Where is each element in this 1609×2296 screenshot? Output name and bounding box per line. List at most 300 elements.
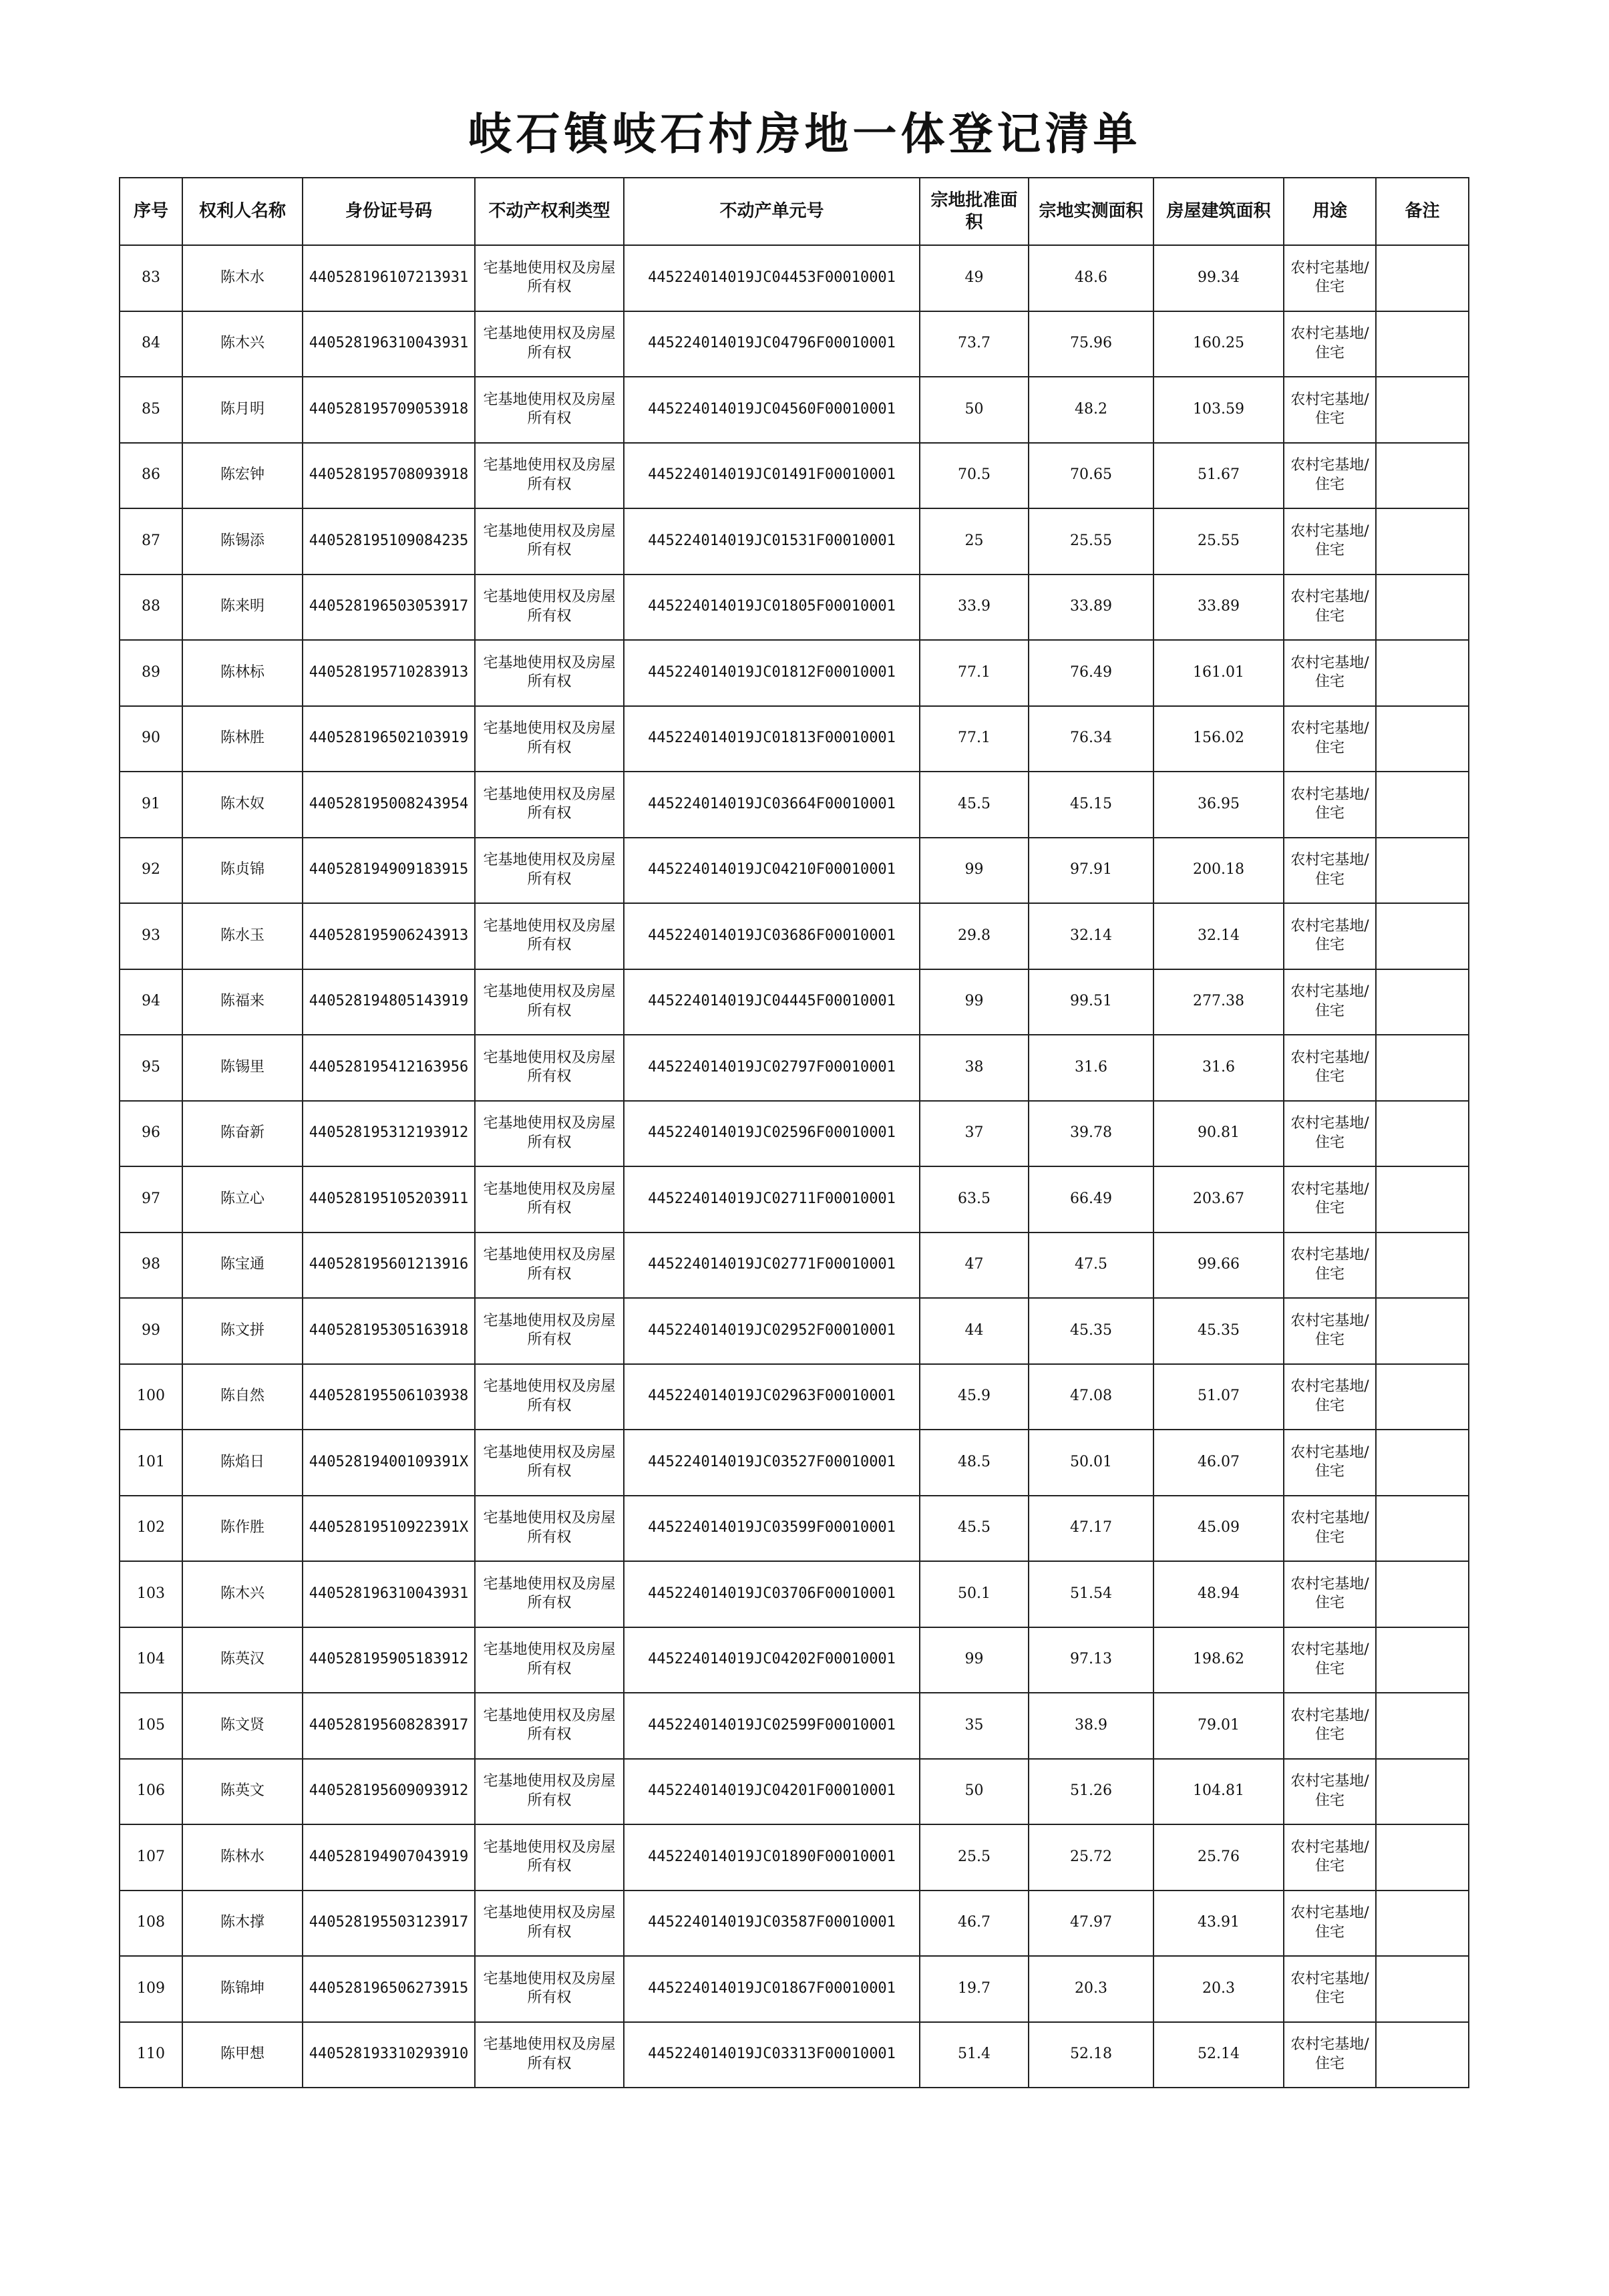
cell-use: 农村宅基地/住宅	[1284, 1956, 1376, 2022]
cell-name: 陈林水	[182, 1824, 303, 1891]
cell-right-type: 宅基地使用权及房屋所有权	[475, 1956, 624, 2022]
cell-use: 农村宅基地/住宅	[1284, 245, 1376, 311]
cell-use: 农村宅基地/住宅	[1284, 640, 1376, 706]
cell-unit-number: 445224014019JC02952F00010001	[624, 1298, 920, 1364]
cell-measured-area: 50.01	[1029, 1430, 1153, 1496]
cell-approved-area: 50	[920, 377, 1029, 443]
registration-table	[119, 177, 1469, 2088]
cell-building-area: 79.01	[1153, 1693, 1284, 1759]
cell-id-number: 44052819400109391X	[303, 1430, 475, 1496]
cell-unit-number: 445224014019JC04202F00010001	[624, 1627, 920, 1693]
cell-building-area: 203.67	[1153, 1166, 1284, 1233]
cell-measured-area: 33.89	[1029, 575, 1153, 641]
table-row	[120, 575, 1469, 641]
cell-remark	[1376, 1956, 1469, 2022]
cell-remark	[1376, 1101, 1469, 1167]
cell-approved-area: 45.5	[920, 1496, 1029, 1562]
cell-measured-area: 52.18	[1029, 2022, 1153, 2088]
cell-name: 陈木水	[182, 245, 303, 311]
cell-right-type: 宅基地使用权及房屋所有权	[475, 969, 624, 1035]
table-row	[120, 640, 1469, 706]
cell-use: 农村宅基地/住宅	[1284, 903, 1376, 969]
cell-building-area: 99.66	[1153, 1233, 1284, 1299]
cell-id-number: 440528195709053918	[303, 377, 475, 443]
cell-no: 105	[120, 1693, 182, 1759]
cell-no: 84	[120, 311, 182, 377]
cell-remark	[1376, 508, 1469, 575]
cell-measured-area: 76.49	[1029, 640, 1153, 706]
table-row	[120, 1496, 1469, 1562]
cell-name: 陈英汉	[182, 1627, 303, 1693]
cell-unit-number: 445224014019JC01867F00010001	[624, 1956, 920, 2022]
cell-remark	[1376, 772, 1469, 838]
cell-name: 陈贞锦	[182, 838, 303, 904]
cell-right-type: 宅基地使用权及房屋所有权	[475, 1891, 624, 1957]
cell-building-area: 43.91	[1153, 1891, 1284, 1957]
cell-approved-area: 45.5	[920, 772, 1029, 838]
cell-remark	[1376, 706, 1469, 772]
cell-remark	[1376, 640, 1469, 706]
cell-id-number: 440528194909183915	[303, 838, 475, 904]
cell-approved-area: 99	[920, 969, 1029, 1035]
cell-right-type: 宅基地使用权及房屋所有权	[475, 1693, 624, 1759]
cell-measured-area: 32.14	[1029, 903, 1153, 969]
cell-use: 农村宅基地/住宅	[1284, 772, 1376, 838]
cell-no: 88	[120, 575, 182, 641]
cell-no: 110	[120, 2022, 182, 2088]
cell-approved-area: 73.7	[920, 311, 1029, 377]
cell-remark	[1376, 1233, 1469, 1299]
cell-unit-number: 445224014019JC02599F00010001	[624, 1693, 920, 1759]
cell-approved-area: 33.9	[920, 575, 1029, 641]
cell-right-type: 宅基地使用权及房屋所有权	[475, 1759, 624, 1825]
cell-building-area: 161.01	[1153, 640, 1284, 706]
cell-measured-area: 31.6	[1029, 1035, 1153, 1101]
cell-right-type: 宅基地使用权及房屋所有权	[475, 311, 624, 377]
cell-use: 农村宅基地/住宅	[1284, 1364, 1376, 1430]
cell-no: 92	[120, 838, 182, 904]
cell-id-number: 440528193310293910	[303, 2022, 475, 2088]
cell-name: 陈宏钟	[182, 443, 303, 509]
cell-id-number: 440528195412163956	[303, 1035, 475, 1101]
cell-use: 农村宅基地/住宅	[1284, 1496, 1376, 1562]
cell-name: 陈奋新	[182, 1101, 303, 1167]
cell-measured-area: 25.55	[1029, 508, 1153, 575]
cell-building-area: 36.95	[1153, 772, 1284, 838]
cell-building-area: 160.25	[1153, 311, 1284, 377]
page-title: 岐石镇岐石村房地一体登记清单	[468, 108, 1141, 160]
table-row	[120, 1166, 1469, 1233]
cell-no: 97	[120, 1166, 182, 1233]
cell-remark	[1376, 1166, 1469, 1233]
cell-name: 陈锦坤	[182, 1956, 303, 2022]
cell-right-type: 宅基地使用权及房屋所有权	[475, 772, 624, 838]
cell-approved-area: 37	[920, 1101, 1029, 1167]
table-row	[120, 838, 1469, 904]
cell-remark	[1376, 1364, 1469, 1430]
header-use: 用途	[1284, 178, 1376, 245]
cell-measured-area: 70.65	[1029, 443, 1153, 509]
cell-no: 91	[120, 772, 182, 838]
cell-measured-area: 25.72	[1029, 1824, 1153, 1891]
cell-unit-number: 445224014019JC04210F00010001	[624, 838, 920, 904]
cell-use: 农村宅基地/住宅	[1284, 1430, 1376, 1496]
cell-unit-number: 445224014019JC03587F00010001	[624, 1891, 920, 1957]
cell-name: 陈锡里	[182, 1035, 303, 1101]
cell-name: 陈英文	[182, 1759, 303, 1825]
cell-measured-area: 51.26	[1029, 1759, 1153, 1825]
cell-unit-number: 445224014019JC02711F00010001	[624, 1166, 920, 1233]
cell-unit-number: 445224014019JC01805F00010001	[624, 575, 920, 641]
cell-unit-number: 445224014019JC03313F00010001	[624, 2022, 920, 2088]
cell-measured-area: 97.13	[1029, 1627, 1153, 1693]
cell-approved-area: 99	[920, 1627, 1029, 1693]
cell-id-number: 440528195601213916	[303, 1233, 475, 1299]
cell-no: 102	[120, 1496, 182, 1562]
cell-right-type: 宅基地使用权及房屋所有权	[475, 1166, 624, 1233]
cell-use: 农村宅基地/住宅	[1284, 377, 1376, 443]
cell-building-area: 32.14	[1153, 903, 1284, 969]
cell-remark	[1376, 838, 1469, 904]
cell-unit-number: 445224014019JC03706F00010001	[624, 1561, 920, 1627]
cell-no: 89	[120, 640, 182, 706]
table-header-row	[120, 178, 1469, 245]
cell-remark	[1376, 1561, 1469, 1627]
cell-name: 陈木奴	[182, 772, 303, 838]
cell-measured-area: 97.91	[1029, 838, 1153, 904]
cell-use: 农村宅基地/住宅	[1284, 1035, 1376, 1101]
header-no: 序号	[120, 178, 182, 245]
cell-remark	[1376, 903, 1469, 969]
cell-approved-area: 35	[920, 1693, 1029, 1759]
cell-measured-area: 20.3	[1029, 1956, 1153, 2022]
cell-name: 陈福来	[182, 969, 303, 1035]
cell-measured-area: 45.15	[1029, 772, 1153, 838]
cell-unit-number: 445224014019JC03686F00010001	[624, 903, 920, 969]
cell-right-type: 宅基地使用权及房屋所有权	[475, 508, 624, 575]
cell-right-type: 宅基地使用权及房屋所有权	[475, 2022, 624, 2088]
cell-use: 农村宅基地/住宅	[1284, 575, 1376, 641]
cell-use: 农村宅基地/住宅	[1284, 1233, 1376, 1299]
cell-approved-area: 45.9	[920, 1364, 1029, 1430]
cell-measured-area: 76.34	[1029, 706, 1153, 772]
cell-name: 陈木兴	[182, 1561, 303, 1627]
cell-unit-number: 445224014019JC02771F00010001	[624, 1233, 920, 1299]
cell-building-area: 48.94	[1153, 1561, 1284, 1627]
cell-no: 107	[120, 1824, 182, 1891]
cell-approved-area: 44	[920, 1298, 1029, 1364]
table-row	[120, 1561, 1469, 1627]
cell-use: 农村宅基地/住宅	[1284, 838, 1376, 904]
cell-use: 农村宅基地/住宅	[1284, 1166, 1376, 1233]
cell-remark	[1376, 1824, 1469, 1891]
table-row	[120, 772, 1469, 838]
cell-remark	[1376, 377, 1469, 443]
cell-right-type: 宅基地使用权及房屋所有权	[475, 640, 624, 706]
cell-no: 83	[120, 245, 182, 311]
cell-approved-area: 50	[920, 1759, 1029, 1825]
cell-id-number: 44052819510922391X	[303, 1496, 475, 1562]
cell-approved-area: 25.5	[920, 1824, 1029, 1891]
cell-use: 农村宅基地/住宅	[1284, 2022, 1376, 2088]
cell-remark	[1376, 1759, 1469, 1825]
cell-name: 陈作胜	[182, 1496, 303, 1562]
cell-building-area: 31.6	[1153, 1035, 1284, 1101]
cell-remark	[1376, 969, 1469, 1035]
cell-name: 陈月明	[182, 377, 303, 443]
cell-right-type: 宅基地使用权及房屋所有权	[475, 443, 624, 509]
cell-building-area: 51.67	[1153, 443, 1284, 509]
cell-approved-area: 29.8	[920, 903, 1029, 969]
cell-right-type: 宅基地使用权及房屋所有权	[475, 1561, 624, 1627]
cell-approved-area: 77.1	[920, 706, 1029, 772]
cell-id-number: 440528195506103938	[303, 1364, 475, 1430]
cell-measured-area: 99.51	[1029, 969, 1153, 1035]
cell-unit-number: 445224014019JC01813F00010001	[624, 706, 920, 772]
table-row	[120, 1891, 1469, 1957]
cell-unit-number: 445224014019JC03664F00010001	[624, 772, 920, 838]
table-row	[120, 377, 1469, 443]
cell-id-number: 440528195608283917	[303, 1693, 475, 1759]
cell-approved-area: 99	[920, 838, 1029, 904]
table-row	[120, 443, 1469, 509]
cell-building-area: 198.62	[1153, 1627, 1284, 1693]
cell-measured-area: 48.6	[1029, 245, 1153, 311]
cell-id-number: 440528196107213931	[303, 245, 475, 311]
cell-use: 农村宅基地/住宅	[1284, 1298, 1376, 1364]
cell-measured-area: 38.9	[1029, 1693, 1153, 1759]
cell-name: 陈来明	[182, 575, 303, 641]
cell-no: 94	[120, 969, 182, 1035]
table-row	[120, 1824, 1469, 1891]
cell-right-type: 宅基地使用权及房屋所有权	[475, 1364, 624, 1430]
cell-remark	[1376, 1035, 1469, 1101]
cell-remark	[1376, 1891, 1469, 1957]
cell-no: 98	[120, 1233, 182, 1299]
cell-name: 陈林胜	[182, 706, 303, 772]
header-unit-no: 不动产单元号	[624, 178, 920, 245]
cell-use: 农村宅基地/住宅	[1284, 1759, 1376, 1825]
header-building-area: 房屋建筑面积	[1153, 178, 1284, 245]
cell-use: 农村宅基地/住宅	[1284, 508, 1376, 575]
header-measured-area: 宗地实测面积	[1029, 178, 1153, 245]
cell-no: 106	[120, 1759, 182, 1825]
cell-id-number: 440528195312193912	[303, 1101, 475, 1167]
table-row	[120, 1627, 1469, 1693]
cell-name: 陈甲想	[182, 2022, 303, 2088]
header-approved-area: 宗地批准面积	[920, 178, 1029, 245]
cell-measured-area: 75.96	[1029, 311, 1153, 377]
cell-right-type: 宅基地使用权及房屋所有权	[475, 1101, 624, 1167]
cell-no: 109	[120, 1956, 182, 2022]
cell-measured-area: 47.5	[1029, 1233, 1153, 1299]
cell-remark	[1376, 443, 1469, 509]
cell-right-type: 宅基地使用权及房屋所有权	[475, 838, 624, 904]
cell-measured-area: 51.54	[1029, 1561, 1153, 1627]
table-row	[120, 1430, 1469, 1496]
cell-building-area: 99.34	[1153, 245, 1284, 311]
cell-name: 陈文贤	[182, 1693, 303, 1759]
cell-right-type: 宅基地使用权及房屋所有权	[475, 1233, 624, 1299]
cell-measured-area: 47.17	[1029, 1496, 1153, 1562]
cell-no: 90	[120, 706, 182, 772]
table-row	[120, 903, 1469, 969]
cell-building-area: 200.18	[1153, 838, 1284, 904]
cell-id-number: 440528196506273915	[303, 1956, 475, 2022]
cell-no: 85	[120, 377, 182, 443]
cell-no: 100	[120, 1364, 182, 1430]
cell-remark	[1376, 1693, 1469, 1759]
cell-no: 87	[120, 508, 182, 575]
cell-unit-number: 445224014019JC01812F00010001	[624, 640, 920, 706]
cell-building-area: 45.09	[1153, 1496, 1284, 1562]
cell-building-area: 104.81	[1153, 1759, 1284, 1825]
cell-use: 农村宅基地/住宅	[1284, 1693, 1376, 1759]
table-row	[120, 2022, 1469, 2088]
cell-approved-area: 49	[920, 245, 1029, 311]
cell-unit-number: 445224014019JC02596F00010001	[624, 1101, 920, 1167]
cell-id-number: 440528196310043931	[303, 1561, 475, 1627]
cell-id-number: 440528195008243954	[303, 772, 475, 838]
cell-no: 101	[120, 1430, 182, 1496]
cell-building-area: 103.59	[1153, 377, 1284, 443]
cell-building-area: 25.76	[1153, 1824, 1284, 1891]
cell-id-number: 440528195305163918	[303, 1298, 475, 1364]
cell-approved-area: 70.5	[920, 443, 1029, 509]
cell-remark	[1376, 575, 1469, 641]
cell-name: 陈焰日	[182, 1430, 303, 1496]
cell-approved-area: 19.7	[920, 1956, 1029, 2022]
cell-unit-number: 445224014019JC04796F00010001	[624, 311, 920, 377]
cell-name: 陈木撑	[182, 1891, 303, 1957]
cell-building-area: 20.3	[1153, 1956, 1284, 2022]
cell-id-number: 440528194805143919	[303, 969, 475, 1035]
cell-name: 陈水玉	[182, 903, 303, 969]
cell-id-number: 440528195708093918	[303, 443, 475, 509]
cell-id-number: 440528196503053917	[303, 575, 475, 641]
cell-remark	[1376, 1430, 1469, 1496]
cell-right-type: 宅基地使用权及房屋所有权	[475, 1298, 624, 1364]
cell-use: 农村宅基地/住宅	[1284, 706, 1376, 772]
cell-building-area: 156.02	[1153, 706, 1284, 772]
cell-name: 陈林标	[182, 640, 303, 706]
cell-unit-number: 445224014019JC02797F00010001	[624, 1035, 920, 1101]
cell-approved-area: 50.1	[920, 1561, 1029, 1627]
cell-id-number: 440528195503123917	[303, 1891, 475, 1957]
cell-name: 陈宝通	[182, 1233, 303, 1299]
cell-name: 陈木兴	[182, 311, 303, 377]
cell-id-number: 440528195109084235	[303, 508, 475, 575]
table-row	[120, 1101, 1469, 1167]
cell-no: 99	[120, 1298, 182, 1364]
cell-approved-area: 48.5	[920, 1430, 1029, 1496]
header-name: 权利人名称	[182, 178, 303, 245]
cell-approved-area: 38	[920, 1035, 1029, 1101]
cell-use: 农村宅基地/住宅	[1284, 1561, 1376, 1627]
cell-unit-number: 445224014019JC01890F00010001	[624, 1824, 920, 1891]
cell-unit-number: 445224014019JC01531F00010001	[624, 508, 920, 575]
cell-measured-area: 39.78	[1029, 1101, 1153, 1167]
table-row	[120, 1956, 1469, 2022]
cell-remark	[1376, 2022, 1469, 2088]
cell-remark	[1376, 245, 1469, 311]
cell-remark	[1376, 1298, 1469, 1364]
table-row	[120, 1364, 1469, 1430]
cell-remark	[1376, 1496, 1469, 1562]
cell-building-area: 90.81	[1153, 1101, 1284, 1167]
table-row	[120, 1759, 1469, 1825]
cell-no: 95	[120, 1035, 182, 1101]
cell-measured-area: 66.49	[1029, 1166, 1153, 1233]
table-row	[120, 1035, 1469, 1101]
cell-approved-area: 25	[920, 508, 1029, 575]
table-row	[120, 508, 1469, 575]
cell-name: 陈锡添	[182, 508, 303, 575]
cell-unit-number: 445224014019JC04445F00010001	[624, 969, 920, 1035]
cell-approved-area: 47	[920, 1233, 1029, 1299]
cell-id-number: 440528195609093912	[303, 1759, 475, 1825]
cell-approved-area: 46.7	[920, 1891, 1029, 1957]
cell-right-type: 宅基地使用权及房屋所有权	[475, 245, 624, 311]
cell-unit-number: 445224014019JC04453F00010001	[624, 245, 920, 311]
cell-measured-area: 47.08	[1029, 1364, 1153, 1430]
cell-right-type: 宅基地使用权及房屋所有权	[475, 1035, 624, 1101]
cell-id-number: 440528196310043931	[303, 311, 475, 377]
cell-id-number: 440528195906243913	[303, 903, 475, 969]
cell-remark	[1376, 1627, 1469, 1693]
cell-id-number: 440528195105203911	[303, 1166, 475, 1233]
cell-approved-area: 77.1	[920, 640, 1029, 706]
cell-right-type: 宅基地使用权及房屋所有权	[475, 1824, 624, 1891]
cell-name: 陈立心	[182, 1166, 303, 1233]
cell-use: 农村宅基地/住宅	[1284, 311, 1376, 377]
cell-no: 93	[120, 903, 182, 969]
cell-remark	[1376, 311, 1469, 377]
cell-unit-number: 445224014019JC01491F00010001	[624, 443, 920, 509]
cell-name: 陈自然	[182, 1364, 303, 1430]
cell-use: 农村宅基地/住宅	[1284, 1101, 1376, 1167]
cell-unit-number: 445224014019JC04201F00010001	[624, 1759, 920, 1825]
cell-building-area: 46.07	[1153, 1430, 1284, 1496]
cell-id-number: 440528195710283913	[303, 640, 475, 706]
table-row	[120, 311, 1469, 377]
header-remark: 备注	[1376, 178, 1469, 245]
cell-id-number: 440528194907043919	[303, 1824, 475, 1891]
cell-right-type: 宅基地使用权及房屋所有权	[475, 1496, 624, 1562]
cell-measured-area: 48.2	[1029, 377, 1153, 443]
table-row	[120, 969, 1469, 1035]
cell-measured-area: 47.97	[1029, 1891, 1153, 1957]
cell-building-area: 45.35	[1153, 1298, 1284, 1364]
table-row	[120, 1233, 1469, 1299]
cell-no: 108	[120, 1891, 182, 1957]
header-id: 身份证号码	[303, 178, 475, 245]
cell-no: 104	[120, 1627, 182, 1693]
cell-use: 农村宅基地/住宅	[1284, 443, 1376, 509]
cell-no: 86	[120, 443, 182, 509]
cell-building-area: 51.07	[1153, 1364, 1284, 1430]
cell-right-type: 宅基地使用权及房屋所有权	[475, 1430, 624, 1496]
cell-approved-area: 51.4	[920, 2022, 1029, 2088]
table-row	[120, 706, 1469, 772]
cell-right-type: 宅基地使用权及房屋所有权	[475, 903, 624, 969]
cell-no: 96	[120, 1101, 182, 1167]
cell-building-area: 25.55	[1153, 508, 1284, 575]
cell-right-type: 宅基地使用权及房屋所有权	[475, 575, 624, 641]
cell-name: 陈文拼	[182, 1298, 303, 1364]
cell-right-type: 宅基地使用权及房屋所有权	[475, 377, 624, 443]
table-row	[120, 245, 1469, 311]
